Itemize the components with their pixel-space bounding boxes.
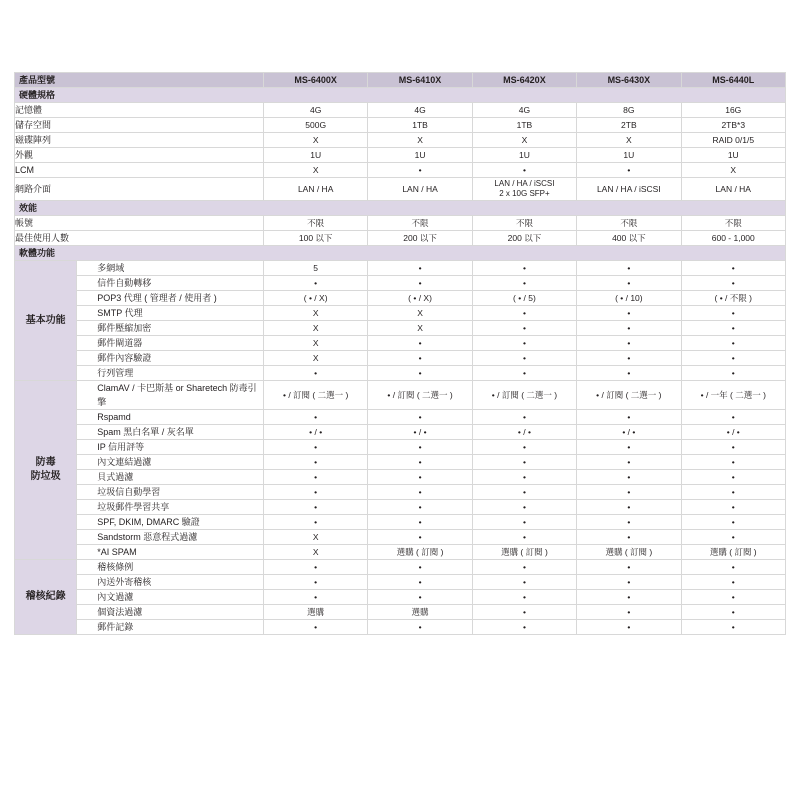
table-row xyxy=(15,470,786,485)
row-item-label: 內文過濾 xyxy=(77,590,264,605)
cell-value: LAN / HA xyxy=(263,178,367,201)
cell-value: 選購 xyxy=(263,605,367,620)
cell-value: X xyxy=(263,336,367,351)
cell-value: • xyxy=(577,605,681,620)
table-row xyxy=(15,306,786,321)
cell-value: • xyxy=(472,366,576,381)
cell-value: • xyxy=(368,560,472,575)
cell-value: • xyxy=(681,470,785,485)
cell-value: • xyxy=(681,366,785,381)
cell-value: • xyxy=(577,560,681,575)
table-row xyxy=(15,118,786,133)
cell-value: 不限 xyxy=(263,216,367,231)
cell-value: • xyxy=(368,163,472,178)
row-group-label: 稽核紀錄 xyxy=(15,560,77,635)
cell-value: • / • xyxy=(577,425,681,440)
model-header-4: MS-6430X xyxy=(577,73,681,88)
row-group-label: 基本功能 xyxy=(15,261,77,381)
cell-value: • xyxy=(681,560,785,575)
cell-value: • xyxy=(472,500,576,515)
cell-value: 400 以下 xyxy=(577,231,681,246)
cell-value: • xyxy=(472,515,576,530)
cell-value: • xyxy=(472,321,576,336)
row-item-label: SMTP 代理 xyxy=(77,306,264,321)
cell-value: • xyxy=(368,530,472,545)
cell-value: • xyxy=(472,306,576,321)
cell-value: 選購 ( 訂閱 ) xyxy=(681,545,785,560)
cell-value: • xyxy=(263,410,367,425)
row-item-label: LCM xyxy=(15,163,264,178)
table-row xyxy=(15,178,786,201)
cell-value: • xyxy=(263,455,367,470)
cell-value: • / 訂閱 ( 二選一 ) xyxy=(368,381,472,410)
cell-value: 16G xyxy=(681,103,785,118)
cell-value: RAID 0/1/5 xyxy=(681,133,785,148)
table-row xyxy=(15,133,786,148)
table-row xyxy=(15,216,786,231)
cell-value: • xyxy=(472,605,576,620)
cell-value: • xyxy=(472,485,576,500)
cell-value: • xyxy=(577,163,681,178)
cell-value: X xyxy=(263,351,367,366)
cell-value: • xyxy=(681,530,785,545)
cell-value: • xyxy=(368,470,472,485)
table-row xyxy=(15,440,786,455)
cell-value: • xyxy=(368,620,472,635)
cell-value: LAN / HA / iSCSI 2 x 10G SFP+ xyxy=(472,178,576,201)
cell-value: • xyxy=(472,590,576,605)
row-item-label: 郵件閘道器 xyxy=(77,336,264,351)
row-item-label: 郵件壓縮加密 xyxy=(77,321,264,336)
table-row xyxy=(15,530,786,545)
model-header-5: MS-6440L xyxy=(681,73,785,88)
cell-value: • xyxy=(472,336,576,351)
cell-value: 500G xyxy=(263,118,367,133)
cell-value: • xyxy=(263,575,367,590)
cell-value: • xyxy=(368,276,472,291)
cell-value: 1U xyxy=(472,148,576,163)
table-row xyxy=(15,485,786,500)
row-item-label: *AI SPAM xyxy=(77,545,264,560)
cell-value: X xyxy=(263,545,367,560)
table-row xyxy=(15,366,786,381)
table-row xyxy=(15,261,786,276)
table-row xyxy=(15,410,786,425)
row-item-label: POP3 代理 ( 管理者 / 使用者 ) xyxy=(77,291,264,306)
cell-value: • xyxy=(577,351,681,366)
cell-value: X xyxy=(577,133,681,148)
cell-value: • xyxy=(368,575,472,590)
cell-value: • xyxy=(681,440,785,455)
cell-value: • xyxy=(472,530,576,545)
cell-value: • xyxy=(681,336,785,351)
cell-value: • xyxy=(577,455,681,470)
section-title: 軟體功能 xyxy=(15,246,786,261)
spec-table-body xyxy=(15,73,786,635)
cell-value: LAN / HA xyxy=(368,178,472,201)
spec-sheet xyxy=(14,72,786,635)
table-row xyxy=(15,148,786,163)
cell-value: • xyxy=(263,276,367,291)
cell-value: • xyxy=(577,590,681,605)
table-row xyxy=(15,455,786,470)
row-item-label: Sandstorm 惡意程式過濾 xyxy=(77,530,264,545)
cell-value: • xyxy=(681,351,785,366)
cell-value: • xyxy=(472,351,576,366)
table-row xyxy=(15,425,786,440)
cell-value: • xyxy=(681,261,785,276)
cell-value: 不限 xyxy=(472,216,576,231)
cell-value: • xyxy=(368,590,472,605)
cell-value: • / 一年 ( 二選一 ) xyxy=(681,381,785,410)
cell-value: • xyxy=(472,410,576,425)
cell-value: • xyxy=(368,366,472,381)
cell-value: • xyxy=(263,620,367,635)
row-item-label: 郵件記錄 xyxy=(77,620,264,635)
cell-value: X xyxy=(263,163,367,178)
cell-value: • xyxy=(681,605,785,620)
cell-value: • / 訂閱 ( 二選一 ) xyxy=(577,381,681,410)
cell-value: • xyxy=(368,351,472,366)
row-item-label: 郵件內容驗證 xyxy=(77,351,264,366)
row-item-label: 內送外寄稽核 xyxy=(77,575,264,590)
product-spec-table xyxy=(14,72,786,635)
cell-value: • / 訂閱 ( 二選一 ) xyxy=(472,381,576,410)
table-row xyxy=(15,103,786,118)
table-row xyxy=(15,231,786,246)
row-group-label: 防毒 防垃圾 xyxy=(15,381,77,560)
cell-value: • xyxy=(368,500,472,515)
cell-value: • xyxy=(368,336,472,351)
cell-value: LAN / HA / iSCSI xyxy=(577,178,681,201)
model-header-2: MS-6410X xyxy=(368,73,472,88)
cell-value: ( • / X) xyxy=(263,291,367,306)
header-title: 產品型號 xyxy=(15,73,264,88)
row-item-label: 帳號 xyxy=(15,216,264,231)
cell-value: 200 以下 xyxy=(368,231,472,246)
table-row xyxy=(15,336,786,351)
cell-value: • xyxy=(577,530,681,545)
cell-value: • xyxy=(681,276,785,291)
cell-value: • xyxy=(263,515,367,530)
cell-value: • xyxy=(263,440,367,455)
cell-value: • / • xyxy=(263,425,367,440)
cell-value: • xyxy=(472,560,576,575)
table-row xyxy=(15,321,786,336)
section-header-row xyxy=(15,88,786,103)
table-header-row xyxy=(15,73,786,88)
cell-value: • xyxy=(577,470,681,485)
cell-value: • xyxy=(681,455,785,470)
cell-value: • xyxy=(577,261,681,276)
cell-value: 1TB xyxy=(472,118,576,133)
row-item-label: 個資法過濾 xyxy=(77,605,264,620)
cell-value: • xyxy=(368,455,472,470)
cell-value: 200 以下 xyxy=(472,231,576,246)
cell-value: • xyxy=(472,575,576,590)
cell-value: 選購 ( 訂閱 ) xyxy=(472,545,576,560)
cell-value: • / • xyxy=(681,425,785,440)
cell-value: • / 訂閱 ( 二選一 ) xyxy=(263,381,367,410)
cell-value: • xyxy=(368,261,472,276)
cell-value: 選購 ( 訂閱 ) xyxy=(368,545,472,560)
cell-value: • xyxy=(472,276,576,291)
table-row xyxy=(15,545,786,560)
table-row xyxy=(15,515,786,530)
cell-value: • xyxy=(472,163,576,178)
cell-value: • xyxy=(577,485,681,500)
cell-value: • xyxy=(263,500,367,515)
cell-value: • xyxy=(577,306,681,321)
cell-value: • / • xyxy=(368,425,472,440)
table-row xyxy=(15,620,786,635)
table-row xyxy=(15,590,786,605)
row-item-label: Rspamd xyxy=(77,410,264,425)
cell-value: • xyxy=(577,321,681,336)
cell-value: 不限 xyxy=(368,216,472,231)
section-title: 效能 xyxy=(15,201,786,216)
table-row xyxy=(15,381,786,410)
cell-value: X xyxy=(263,321,367,336)
model-header-1: MS-6400X xyxy=(263,73,367,88)
cell-value: • / • xyxy=(472,425,576,440)
cell-value: • xyxy=(681,410,785,425)
cell-value: • xyxy=(472,470,576,485)
cell-value: 1U xyxy=(577,148,681,163)
cell-value: 1U xyxy=(263,148,367,163)
row-item-label: 磁碟陣列 xyxy=(15,133,264,148)
cell-value: • xyxy=(577,410,681,425)
row-item-label: 儲存空間 xyxy=(15,118,264,133)
row-item-label: 多網域 xyxy=(77,261,264,276)
section-header-row xyxy=(15,201,786,216)
row-item-label: 外觀 xyxy=(15,148,264,163)
cell-value: • xyxy=(681,306,785,321)
table-row xyxy=(15,575,786,590)
cell-value: 2TB xyxy=(577,118,681,133)
row-item-label: ClamAV / 卡巴斯基 or Sharetech 防毒引擎 xyxy=(77,381,264,410)
cell-value: 2TB*3 xyxy=(681,118,785,133)
cell-value: 5 xyxy=(263,261,367,276)
cell-value: • xyxy=(368,515,472,530)
model-header-3: MS-6420X xyxy=(472,73,576,88)
cell-value: • xyxy=(577,440,681,455)
cell-value: • xyxy=(681,575,785,590)
table-row xyxy=(15,291,786,306)
table-row xyxy=(15,276,786,291)
row-item-label: 最佳使用人數 xyxy=(15,231,264,246)
cell-value: ( • / X) xyxy=(368,291,472,306)
cell-value: 選購 ( 訂閱 ) xyxy=(577,545,681,560)
cell-value: • xyxy=(472,440,576,455)
row-item-label: 信件自動轉移 xyxy=(77,276,264,291)
cell-value: • xyxy=(577,336,681,351)
table-row xyxy=(15,351,786,366)
cell-value: • xyxy=(577,276,681,291)
cell-value: 1U xyxy=(368,148,472,163)
cell-value: • xyxy=(681,515,785,530)
section-title: 硬體規格 xyxy=(15,88,786,103)
cell-value: • xyxy=(681,500,785,515)
cell-value: X xyxy=(368,306,472,321)
cell-value: 100 以下 xyxy=(263,231,367,246)
cell-value: 4G xyxy=(263,103,367,118)
row-item-label: 網路介面 xyxy=(15,178,264,201)
cell-value: • xyxy=(263,560,367,575)
section-header-row xyxy=(15,246,786,261)
row-item-label: 垃圾郵件學習共享 xyxy=(77,500,264,515)
cell-value: X xyxy=(263,133,367,148)
cell-value: X xyxy=(368,321,472,336)
cell-value: • xyxy=(263,485,367,500)
cell-value: • xyxy=(263,366,367,381)
cell-value: X xyxy=(472,133,576,148)
row-item-label: 行列管理 xyxy=(77,366,264,381)
cell-value: • xyxy=(681,620,785,635)
cell-value: • xyxy=(681,485,785,500)
table-row xyxy=(15,163,786,178)
cell-value: • xyxy=(577,620,681,635)
cell-value: • xyxy=(681,321,785,336)
cell-value: X xyxy=(681,163,785,178)
row-item-label: IP 信用評等 xyxy=(77,440,264,455)
cell-value: • xyxy=(368,440,472,455)
cell-value: • xyxy=(577,500,681,515)
cell-value: • xyxy=(681,590,785,605)
cell-value: • xyxy=(472,620,576,635)
cell-value: 1TB xyxy=(368,118,472,133)
cell-value: 4G xyxy=(472,103,576,118)
cell-value: X xyxy=(263,306,367,321)
cell-value: X xyxy=(368,133,472,148)
table-row xyxy=(15,605,786,620)
row-item-label: Spam 黑白名單 / 灰名單 xyxy=(77,425,264,440)
row-item-label: 稽核條例 xyxy=(77,560,264,575)
row-item-label: 貝式過濾 xyxy=(77,470,264,485)
cell-value: 不限 xyxy=(681,216,785,231)
row-item-label: 內文連結過濾 xyxy=(77,455,264,470)
cell-value: ( • / 不限 ) xyxy=(681,291,785,306)
cell-value: ( • / 5) xyxy=(472,291,576,306)
table-row xyxy=(15,500,786,515)
cell-value: • xyxy=(577,575,681,590)
cell-value: 8G xyxy=(577,103,681,118)
row-item-label: SPF, DKIM, DMARC 驗證 xyxy=(77,515,264,530)
table-row xyxy=(15,560,786,575)
row-item-label: 垃圾信自動學習 xyxy=(77,485,264,500)
cell-value: X xyxy=(263,530,367,545)
cell-value: 600 - 1,000 xyxy=(681,231,785,246)
cell-value: • xyxy=(472,261,576,276)
row-item-label: 記憶體 xyxy=(15,103,264,118)
cell-value: • xyxy=(472,455,576,470)
cell-value: • xyxy=(263,470,367,485)
cell-value: • xyxy=(263,590,367,605)
cell-value: • xyxy=(577,366,681,381)
cell-value: LAN / HA xyxy=(681,178,785,201)
cell-value: • xyxy=(368,485,472,500)
cell-value: 選購 xyxy=(368,605,472,620)
cell-value: 不限 xyxy=(577,216,681,231)
cell-value: • xyxy=(368,410,472,425)
cell-value: 4G xyxy=(368,103,472,118)
cell-value: • xyxy=(577,515,681,530)
cell-value: 1U xyxy=(681,148,785,163)
cell-value: ( • / 10) xyxy=(577,291,681,306)
